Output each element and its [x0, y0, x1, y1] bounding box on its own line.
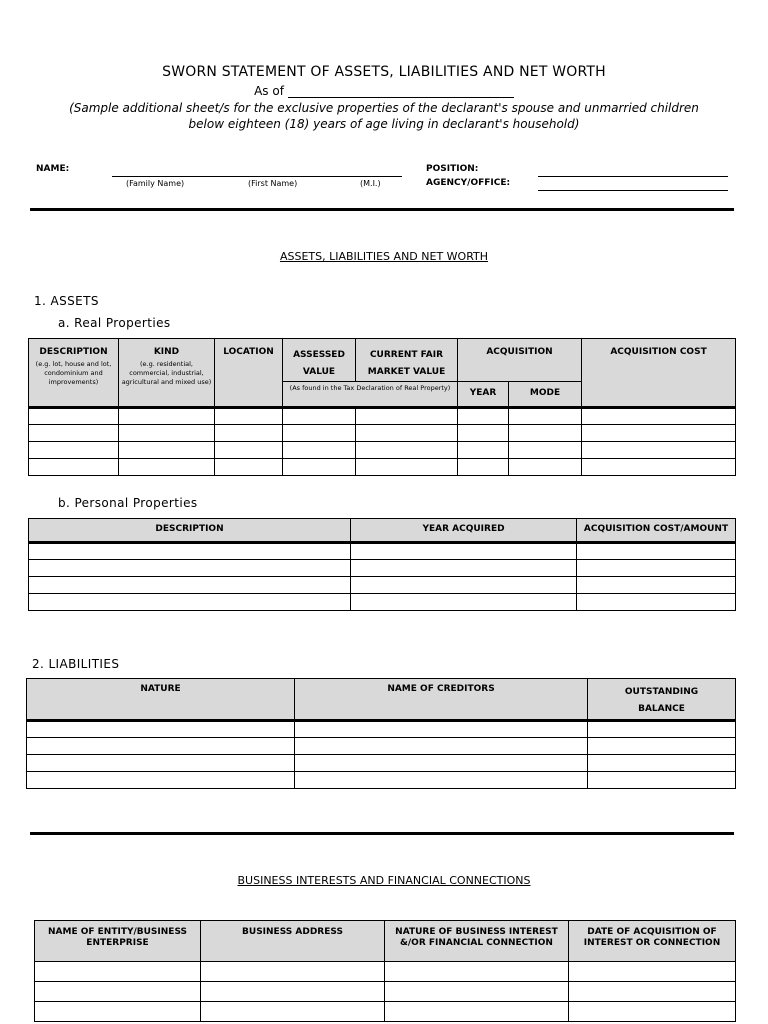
table-cell[interactable] [509, 442, 582, 459]
col-year: YEAR [458, 382, 509, 408]
table-cell[interactable] [458, 442, 509, 459]
first-name-caption: (First Name) [248, 179, 298, 188]
table-cell[interactable] [582, 425, 736, 442]
table-cell[interactable] [119, 459, 215, 476]
col-assessed-line1: ASSESSED [293, 350, 345, 360]
table-cell[interactable] [29, 425, 119, 442]
table-cell[interactable] [295, 721, 588, 738]
table-cell[interactable] [27, 755, 295, 772]
col-acquisition-date: DATE OF ACQUISITION OF INTEREST OR CONNECTION [569, 921, 736, 962]
table-cell[interactable] [35, 1002, 201, 1022]
col-nature: NATURE [27, 679, 295, 721]
subtitle-line-1: (Sample additional sheet/s for the exclusive properties of the declarant's spouse and unmarried children [69, 101, 699, 115]
table-cell[interactable] [201, 982, 385, 1002]
table-cell[interactable] [385, 1002, 569, 1022]
real-properties-table [28, 338, 736, 476]
personal-properties-heading: b. Personal Properties [58, 496, 198, 510]
table-cell[interactable] [569, 962, 736, 982]
section-title-business: BUSINESS INTERESTS AND FINANCIAL CONNECTIONS [237, 874, 531, 887]
table-cell[interactable] [588, 755, 736, 772]
table-cell[interactable] [509, 425, 582, 442]
table-row [29, 442, 736, 459]
table-cell[interactable] [29, 408, 119, 425]
table-row [29, 594, 736, 611]
table-cell[interactable] [295, 738, 588, 755]
as-of-line [0, 84, 768, 98]
table-cell[interactable] [577, 543, 736, 560]
divider [30, 208, 734, 211]
table-row [29, 459, 736, 476]
col-pp-description: DESCRIPTION [29, 519, 351, 543]
table-row [27, 772, 736, 789]
table-cell[interactable] [119, 408, 215, 425]
agency-field[interactable] [538, 190, 728, 191]
table-cell[interactable] [215, 442, 283, 459]
position-field[interactable] [538, 176, 728, 177]
table-row [27, 755, 736, 772]
table-cell[interactable] [283, 425, 356, 442]
table-cell[interactable] [201, 962, 385, 982]
col-location: LOCATION [215, 339, 283, 408]
table-row [29, 408, 736, 425]
col-value-note: (As found in the Tax Declaration of Real Property) [283, 382, 458, 408]
liabilities-heading: 2. LIABILITIES [32, 657, 120, 671]
table-cell[interactable] [283, 408, 356, 425]
table-cell[interactable] [588, 721, 736, 738]
table-row [27, 721, 736, 738]
table-cell[interactable] [283, 459, 356, 476]
mi-caption: (M.I.) [360, 179, 381, 188]
table-cell[interactable] [119, 442, 215, 459]
table-cell[interactable] [458, 425, 509, 442]
col-entity-name: NAME OF ENTITY/BUSINESS ENTERPRISE [35, 921, 201, 962]
table-cell[interactable] [356, 442, 458, 459]
col-pp-year: YEAR ACQUIRED [351, 519, 577, 543]
table-row [29, 425, 736, 442]
table-cell[interactable] [588, 772, 736, 789]
col-assessed-value [283, 339, 356, 382]
col-fair-line2: MARKET VALUE [367, 367, 446, 377]
col-balance-line1: OUTSTANDING [624, 687, 699, 697]
divider [30, 832, 734, 835]
table-cell[interactable] [356, 408, 458, 425]
table-cell[interactable] [119, 425, 215, 442]
position-label: POSITION: [426, 164, 479, 174]
table-cell[interactable] [215, 425, 283, 442]
table-cell[interactable] [29, 560, 351, 577]
table-row [29, 543, 736, 560]
table-cell[interactable] [351, 560, 577, 577]
table-row [29, 577, 736, 594]
col-acquisition: ACQUISITION [458, 339, 582, 382]
table-cell[interactable] [582, 442, 736, 459]
table-cell[interactable] [27, 772, 295, 789]
agency-label: AGENCY/OFFICE: [426, 178, 511, 188]
table-cell[interactable] [351, 577, 577, 594]
table-cell[interactable] [509, 408, 582, 425]
table-row [35, 1002, 736, 1022]
table-cell[interactable] [582, 459, 736, 476]
table-cell[interactable] [385, 962, 569, 982]
table-cell[interactable] [577, 560, 736, 577]
table-cell[interactable] [295, 772, 588, 789]
table-cell[interactable] [577, 594, 736, 611]
assets-heading: 1. ASSETS [34, 294, 99, 308]
section-title-alnw: ASSETS, LIABILITIES AND NET WORTH [279, 250, 489, 263]
col-fair-line1: CURRENT FAIR [369, 350, 444, 360]
family-name-caption: (Family Name) [126, 179, 185, 188]
table-cell[interactable] [588, 738, 736, 755]
personal-properties-table [28, 518, 736, 611]
col-kind-note: (e.g. residential, commercial, industrial, agricultural and mixed use) [121, 360, 212, 386]
table-cell[interactable] [27, 738, 295, 755]
col-assessed-line2: VALUE [302, 367, 336, 377]
col-fair-market-value [356, 339, 458, 382]
table-row [35, 982, 736, 1002]
table-cell[interactable] [283, 442, 356, 459]
real-properties-heading: a. Real Properties [58, 316, 171, 330]
table-row [29, 560, 736, 577]
col-kind [119, 339, 215, 408]
table-cell[interactable] [201, 1002, 385, 1022]
table-cell[interactable] [582, 408, 736, 425]
col-description [29, 339, 119, 408]
table-cell[interactable] [29, 594, 351, 611]
col-description-note: (e.g. lot, house and lot, condominium and improvements) [35, 360, 112, 386]
liabilities-table [26, 678, 736, 789]
table-cell[interactable] [569, 982, 736, 1002]
col-business-address: BUSINESS ADDRESS [201, 921, 385, 962]
col-description-label: DESCRIPTION [39, 347, 108, 357]
col-creditors: NAME OF CREDITORS [295, 679, 588, 721]
table-cell[interactable] [356, 425, 458, 442]
table-row [35, 962, 736, 982]
col-kind-label: KIND [153, 347, 180, 357]
table-cell[interactable] [351, 543, 577, 560]
col-acquisition-cost: ACQUISITION COST [582, 339, 736, 408]
business-interests-table [34, 920, 736, 1022]
as-of-label: As of [254, 84, 284, 98]
table-cell[interactable] [29, 577, 351, 594]
col-pp-cost: ACQUISITION COST/AMOUNT [577, 519, 736, 543]
table-cell[interactable] [27, 721, 295, 738]
table-cell[interactable] [569, 1002, 736, 1022]
table-cell[interactable] [385, 982, 569, 1002]
table-cell[interactable] [458, 459, 509, 476]
subtitle-line-2: below eighteen (18) years of age living in declarant's household) [188, 117, 580, 131]
table-cell[interactable] [29, 543, 351, 560]
table-cell[interactable] [509, 459, 582, 476]
table-cell[interactable] [35, 962, 201, 982]
form-title: SWORN STATEMENT OF ASSETS, LIABILITIES AND NET WORTH [162, 64, 606, 80]
table-cell[interactable] [29, 442, 119, 459]
table-cell[interactable] [577, 577, 736, 594]
table-cell[interactable] [295, 755, 588, 772]
table-row [27, 738, 736, 755]
name-field[interactable] [112, 176, 402, 177]
as-of-field[interactable] [288, 85, 514, 98]
col-balance-line2: BALANCE [638, 704, 685, 714]
col-outstanding-balance [588, 679, 736, 721]
table-cell[interactable] [356, 459, 458, 476]
table-cell[interactable] [215, 408, 283, 425]
col-business-nature: NATURE OF BUSINESS INTEREST &/OR FINANCIAL CONNECTION [385, 921, 569, 962]
table-cell[interactable] [29, 459, 119, 476]
table-cell[interactable] [215, 459, 283, 476]
col-mode: MODE [509, 382, 582, 408]
table-cell[interactable] [458, 408, 509, 425]
form-subtitle [40, 100, 728, 132]
name-label: NAME: [36, 164, 70, 174]
table-cell[interactable] [35, 982, 201, 1002]
table-cell[interactable] [351, 594, 577, 611]
